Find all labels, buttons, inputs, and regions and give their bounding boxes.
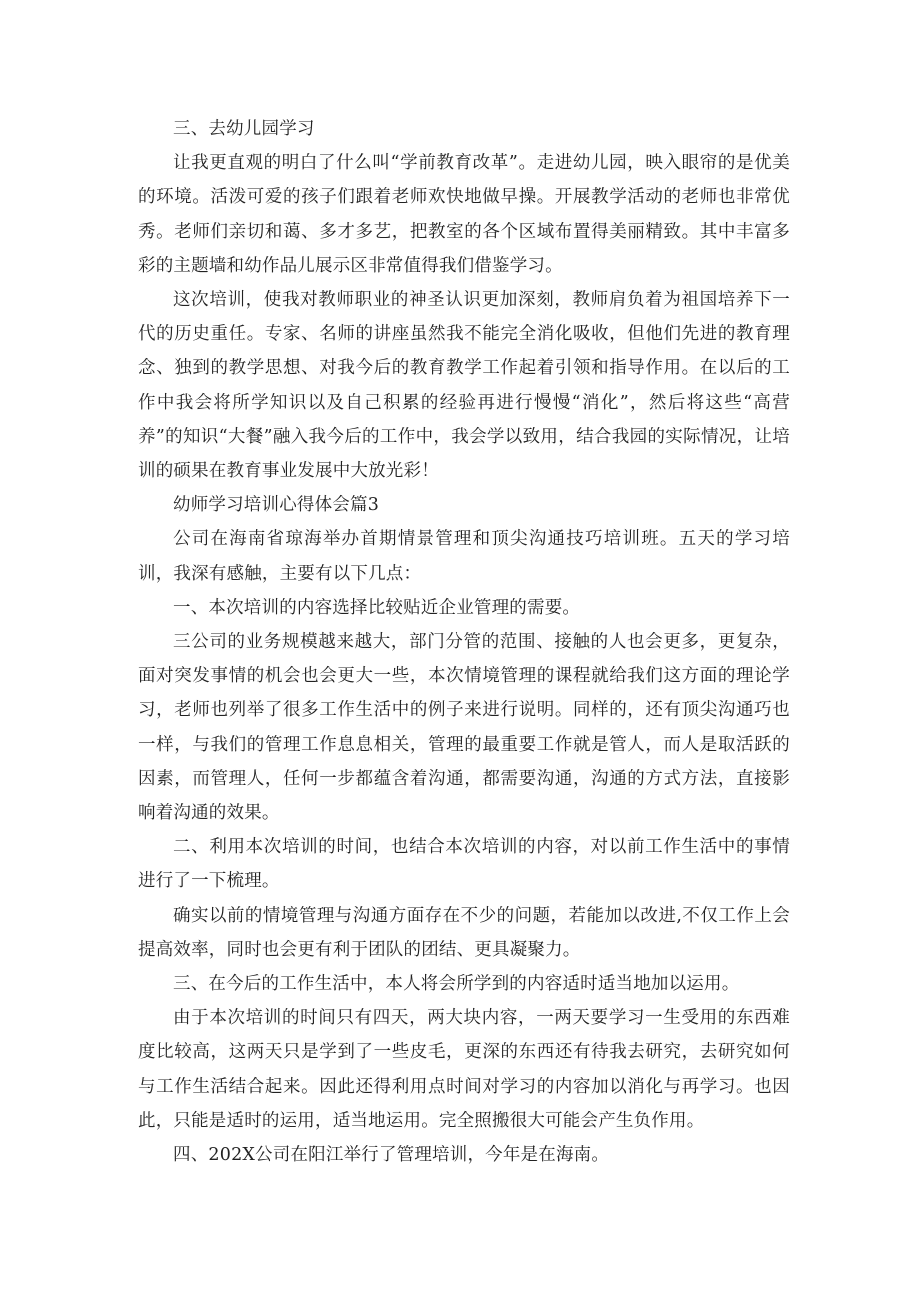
article-title: 幼师学习培训心得体会篇3	[173, 495, 380, 516]
document-body	[138, 112, 790, 1172]
section-heading-point-1: 一、本次培训的内容选择比较贴近企业管理的需要。	[173, 597, 581, 618]
paragraph: 让我更直观的明白了什么叫“学前教育改革”。走进幼儿园，映入眼帘的是优美的环境。活泼可爱的孩子们跟着老师欢快地做早操。开展教学活动的老师也非常优秀。老师们亲切和蔼、多才多艺，把教室的各个区域布置得美丽精致。其中丰富多彩的主题墙和幼作品儿展示区非常值得我们借鉴学习。	[138, 153, 790, 276]
paragraph: 确实以前的情境管理与沟通方面存在不少的问题，若能加以改进,不仅工作上会提高效率，同时也会更有利于团队的团结、更具凝聚力。	[138, 905, 790, 960]
section-heading-point-3: 三、在今后的工作生活中，本人将会所学到的内容适时适当地加以运用。	[173, 974, 740, 995]
paragraph: 公司在海南省琼海举办首期情景管理和顶尖沟通技巧培训班。五天的学习培训，我深有感触，主要有以下几点：	[138, 529, 790, 584]
section-heading-point-2: 二、利用本次培训的时间，也结合本次培训的内容，对以前工作生活中的事情进行了一下梳理。	[138, 837, 790, 892]
paragraph: 这次培训，使我对教师职业的神圣认识更加深刻，教师肩负着为祖国培养下一代的历史重任。专家、名师的讲座虽然我不能完全消化吸收，但他们先进的教育理念、独到的教学思想、对我今后的教育教学工作起着引领和指导作用。在以后的工作中我会将所学知识以及自己积累的经验再进行慢慢“消化”，然后将这些“高营养”的知识“大餐”融入我今后的工作中，我会学以致用，结合我园的实际情况，让培训的硕果在教育事业发展中大放光彩！	[138, 290, 790, 482]
paragraph: 由于本次培训的时间只有四天，两大块内容，一两天要学习一生受用的东西难度比较高，这两天只是学到了一些皮毛，更深的东西还有待我去研究，去研究如何与工作生活结合起来。因此还得利用点时间对学习的内容加以消化与再学习。也因此，只能是适时的运用，适当地运用。完全照搬很大可能会产生负作用。	[138, 1008, 790, 1131]
section-heading-kindergarten: 三、去幼儿园学习	[173, 119, 315, 139]
section-heading-point-4: 四、202X公司在阳江举行了管理培训，今年是在海南。	[173, 1145, 610, 1166]
paragraph: 三公司的业务规模越来越大，部门分管的范围、接触的人也会更多，更复杂，面对突发事情的机会也会更大一些，本次情境管理的课程就给我们这方面的理论学习，老师也列举了很多工作生活中的例子来进行说明。同样的，还有顶尖沟通巧也一样，与我们的管理工作息息相关，管理的最重要工作就是管人，而人是取活跃的因素，而管理人，任何一步都蕴含着沟通，都需要沟通，沟通的方式方法，直接影响着沟通的效果。	[138, 632, 790, 824]
